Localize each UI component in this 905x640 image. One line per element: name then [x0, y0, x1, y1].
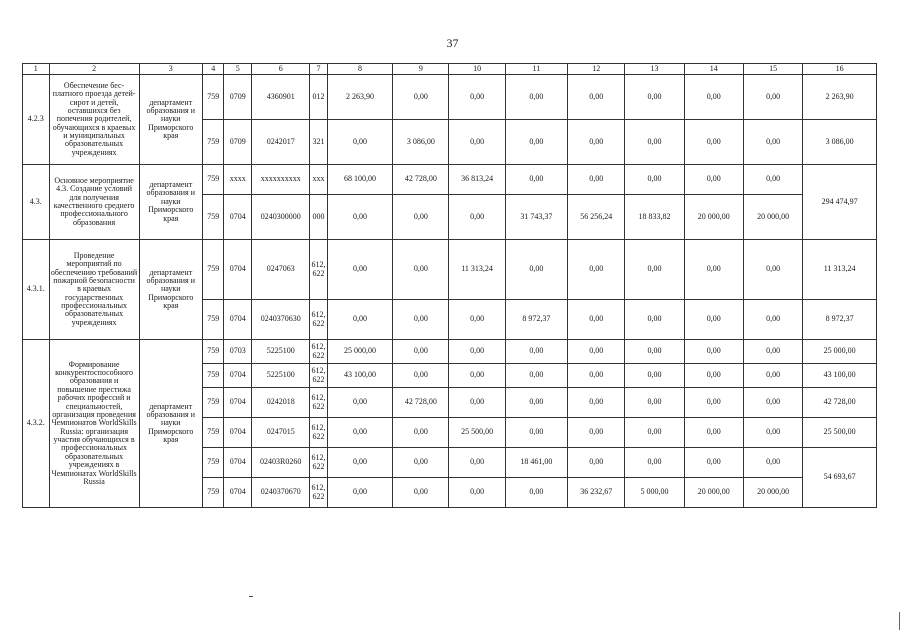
row-code-7-cell: 612, 622: [310, 300, 327, 340]
value-cell: 0,00: [393, 75, 449, 120]
value-cell: 0,00: [327, 195, 392, 240]
edge-mark: [899, 612, 900, 630]
row-subject-cell: Обеспечение бес-платного проезда детей-сирот и детей, оставшихся без попечения родителей, обучающихся в краевых и муниципальных образовательных учреждениях: [49, 75, 139, 165]
row-code-6-cell: 0242017: [252, 120, 310, 165]
value-cell: 0,00: [684, 364, 743, 388]
row-code-7-cell: 612, 622: [310, 364, 327, 388]
column-number-cell: 9: [393, 64, 449, 75]
value-cell: 0,00: [568, 165, 625, 195]
value-cell: 0,00: [449, 75, 505, 120]
row-code-4-cell: 759: [202, 388, 223, 418]
total-cell: 25 000,00: [803, 340, 877, 364]
column-number-cell: 2: [49, 64, 139, 75]
row-code-4-cell: 759: [202, 418, 223, 448]
value-cell: 43 100,00: [327, 364, 392, 388]
row-code-7-cell: 612, 622: [310, 388, 327, 418]
row-code-4-cell: 759: [202, 364, 223, 388]
value-cell: 0,00: [393, 364, 449, 388]
row-code-5-cell: 0704: [224, 448, 252, 478]
total-cell: 11 313,24: [803, 240, 877, 300]
value-cell: 0,00: [505, 340, 567, 364]
value-cell: 20 000,00: [743, 195, 802, 240]
row-code-6-cell: 0247063: [252, 240, 310, 300]
value-cell: 0,00: [505, 388, 567, 418]
row-code-cell: 4.3.2.: [23, 340, 50, 508]
column-number-cell: 4: [202, 64, 223, 75]
value-cell: 20 000,00: [684, 478, 743, 508]
value-cell: 42 728,00: [393, 388, 449, 418]
row-code-5-cell: 0709: [224, 120, 252, 165]
row-code-7-cell: 612, 622: [310, 240, 327, 300]
row-code-4-cell: 759: [202, 75, 223, 120]
value-cell: 11 313,24: [449, 240, 505, 300]
row-subject-cell: Формирование конкурентоспособного образования и повышение престижа рабочих профессий и специальностей, организация проведения Чемпионатов WorldSkills Russia: организация участия обучающихся в профессиональных образовательных учреждениях в Чемпионатах WorldSkills Russia: [49, 340, 139, 508]
value-cell: 0,00: [449, 478, 505, 508]
value-cell: 0,00: [743, 388, 802, 418]
row-code-4-cell: 759: [202, 478, 223, 508]
value-cell: 0,00: [743, 75, 802, 120]
value-cell: 0,00: [505, 165, 567, 195]
value-cell: 5 000,00: [625, 478, 684, 508]
value-cell: 0,00: [625, 364, 684, 388]
table-row: [23, 240, 877, 300]
value-cell: 25 500,00: [449, 418, 505, 448]
value-cell: 0,00: [568, 300, 625, 340]
row-code-7-cell: 612, 622: [310, 340, 327, 364]
value-cell: 0,00: [684, 300, 743, 340]
row-code-6-cell: 4360901: [252, 75, 310, 120]
column-number-cell: 15: [743, 64, 802, 75]
value-cell: 8 972,37: [505, 300, 567, 340]
row-code-6-cell: 0240300000: [252, 195, 310, 240]
row-code-4-cell: 759: [202, 165, 223, 195]
column-number-cell: 5: [224, 64, 252, 75]
column-number-cell: 10: [449, 64, 505, 75]
value-cell: 0,00: [505, 418, 567, 448]
value-cell: 0,00: [393, 340, 449, 364]
value-cell: 0,00: [449, 195, 505, 240]
value-cell: 0,00: [327, 120, 392, 165]
value-cell: 0,00: [743, 240, 802, 300]
row-code-5-cell: 0704: [224, 478, 252, 508]
value-cell: 0,00: [568, 364, 625, 388]
row-code-5-cell: 0704: [224, 300, 252, 340]
value-cell: 0,00: [684, 75, 743, 120]
row-code-4-cell: 759: [202, 240, 223, 300]
row-code-6-cell: 5225100: [252, 340, 310, 364]
row-code-cell: 4.3.1.: [23, 240, 50, 340]
value-cell: 0,00: [684, 120, 743, 165]
value-cell: 0,00: [743, 448, 802, 478]
table-row: [23, 75, 877, 120]
budget-table: [22, 63, 877, 508]
value-cell: 0,00: [393, 478, 449, 508]
column-number-row: [23, 64, 877, 75]
value-cell: 56 256,24: [568, 195, 625, 240]
value-cell: 0,00: [449, 388, 505, 418]
value-cell: 0,00: [449, 448, 505, 478]
value-cell: 0,00: [684, 165, 743, 195]
row-department-cell: департамент образования и науки Приморского края: [139, 340, 202, 508]
row-code-cell: 4.3.: [23, 165, 50, 240]
total-cell: 3 086,00: [803, 120, 877, 165]
value-cell: 18 461,00: [505, 448, 567, 478]
value-cell: 0,00: [625, 240, 684, 300]
page-tick-mark: [249, 596, 253, 597]
value-cell: 0,00: [568, 240, 625, 300]
row-code-7-cell: 612, 622: [310, 478, 327, 508]
column-number-cell: 16: [803, 64, 877, 75]
row-code-4-cell: 759: [202, 448, 223, 478]
value-cell: 3 086,00: [393, 120, 449, 165]
row-code-4-cell: 759: [202, 120, 223, 165]
value-cell: 0,00: [568, 75, 625, 120]
value-cell: 18 833,82: [625, 195, 684, 240]
row-code-6-cell: 0240370670: [252, 478, 310, 508]
value-cell: 25 000,00: [327, 340, 392, 364]
value-cell: 0,00: [327, 418, 392, 448]
value-cell: 0,00: [449, 364, 505, 388]
value-cell: 20 000,00: [684, 195, 743, 240]
value-cell: 0,00: [743, 120, 802, 165]
value-cell: 0,00: [505, 240, 567, 300]
value-cell: 2 263,90: [327, 75, 392, 120]
row-code-5-cell: 0704: [224, 195, 252, 240]
row-code-5-cell: 0704: [224, 388, 252, 418]
row-code-5-cell: 0703: [224, 340, 252, 364]
column-number-cell: 8: [327, 64, 392, 75]
row-code-7-cell: 612, 622: [310, 448, 327, 478]
value-cell: 0,00: [393, 418, 449, 448]
total-cell: 294 474,97: [803, 165, 877, 240]
value-cell: 0,00: [393, 240, 449, 300]
row-code-5-cell: 0709: [224, 75, 252, 120]
total-cell: 43 100,00: [803, 364, 877, 388]
value-cell: 0,00: [449, 120, 505, 165]
page-number: 37: [446, 36, 459, 50]
value-cell: 0,00: [684, 388, 743, 418]
value-cell: 0,00: [327, 478, 392, 508]
value-cell: 0,00: [743, 340, 802, 364]
value-cell: 0,00: [393, 300, 449, 340]
row-subject-cell: Основное мероприятие 4.3. Создание условий для получения качественного среднего профессионального образования: [49, 165, 139, 240]
row-code-7-cell: xxx: [310, 165, 327, 195]
row-code-4-cell: 759: [202, 300, 223, 340]
row-code-5-cell: 0704: [224, 364, 252, 388]
row-department-cell: департамент образования и науки Приморского края: [139, 240, 202, 340]
row-code-7-cell: 612, 622: [310, 418, 327, 448]
value-cell: 0,00: [625, 448, 684, 478]
value-cell: 31 743,37: [505, 195, 567, 240]
value-cell: 0,00: [505, 75, 567, 120]
value-cell: 68 100,00: [327, 165, 392, 195]
value-cell: 0,00: [505, 120, 567, 165]
row-code-cell: 4.2.3: [23, 75, 50, 165]
row-code-6-cell: 0242018: [252, 388, 310, 418]
value-cell: 0,00: [327, 448, 392, 478]
value-cell: 0,00: [505, 478, 567, 508]
row-subject-cell: Проведение мероприятий по обеспечению требований пожарной безопасности в краевых государственных профессиональных образовательных учреждениях: [49, 240, 139, 340]
row-code-5-cell: 0704: [224, 418, 252, 448]
column-number-cell: 11: [505, 64, 567, 75]
value-cell: 0,00: [568, 120, 625, 165]
value-cell: 0,00: [568, 340, 625, 364]
value-cell: 36 232,67: [568, 478, 625, 508]
value-cell: 0,00: [625, 418, 684, 448]
table-row: [23, 340, 877, 364]
column-number-cell: 12: [568, 64, 625, 75]
row-code-6-cell: 5225100: [252, 364, 310, 388]
value-cell: 0,00: [743, 418, 802, 448]
value-cell: 42 728,00: [393, 165, 449, 195]
total-cell: 25 500,00: [803, 418, 877, 448]
row-code-6-cell: 02403R0260: [252, 448, 310, 478]
value-cell: 0,00: [393, 448, 449, 478]
column-number-cell: 6: [252, 64, 310, 75]
row-code-5-cell: 0704: [224, 240, 252, 300]
value-cell: 36 813,24: [449, 165, 505, 195]
total-cell: 8 972,37: [803, 300, 877, 340]
value-cell: 0,00: [625, 120, 684, 165]
row-code-6-cell: 0247015: [252, 418, 310, 448]
value-cell: 0,00: [449, 340, 505, 364]
value-cell: 0,00: [393, 195, 449, 240]
column-number-cell: 13: [625, 64, 684, 75]
value-cell: 0,00: [327, 240, 392, 300]
total-cell: 2 263,90: [803, 75, 877, 120]
value-cell: 0,00: [743, 300, 802, 340]
value-cell: 0,00: [684, 240, 743, 300]
value-cell: 0,00: [568, 388, 625, 418]
value-cell: 0,00: [327, 388, 392, 418]
column-number-cell: 1: [23, 64, 50, 75]
row-code-4-cell: 759: [202, 195, 223, 240]
column-number-cell: 3: [139, 64, 202, 75]
value-cell: 0,00: [684, 418, 743, 448]
row-code-5-cell: xxxx: [224, 165, 252, 195]
row-code-6-cell: xxxxxxxxxx: [252, 165, 310, 195]
row-code-7-cell: 000: [310, 195, 327, 240]
row-code-6-cell: 0240370630: [252, 300, 310, 340]
value-cell: 0,00: [743, 364, 802, 388]
value-cell: 0,00: [568, 418, 625, 448]
value-cell: 0,00: [625, 300, 684, 340]
row-code-4-cell: 759: [202, 340, 223, 364]
value-cell: 0,00: [505, 364, 567, 388]
row-code-7-cell: 321: [310, 120, 327, 165]
value-cell: 0,00: [327, 300, 392, 340]
value-cell: 0,00: [449, 300, 505, 340]
row-code-7-cell: 012: [310, 75, 327, 120]
column-number-cell: 7: [310, 64, 327, 75]
value-cell: 0,00: [625, 340, 684, 364]
value-cell: 0,00: [625, 75, 684, 120]
row-department-cell: департамент образования и науки Приморского края: [139, 75, 202, 165]
value-cell: 0,00: [625, 165, 684, 195]
value-cell: 0,00: [625, 388, 684, 418]
value-cell: 20 000,00: [743, 478, 802, 508]
value-cell: 0,00: [743, 165, 802, 195]
value-cell: 0,00: [684, 340, 743, 364]
total-cell: 54 693,67: [803, 448, 877, 508]
column-number-cell: 14: [684, 64, 743, 75]
value-cell: 0,00: [684, 448, 743, 478]
value-cell: 0,00: [568, 448, 625, 478]
table-row: [23, 165, 877, 195]
total-cell: 42 728,00: [803, 388, 877, 418]
row-department-cell: департамент образования и науки Приморского края: [139, 165, 202, 240]
